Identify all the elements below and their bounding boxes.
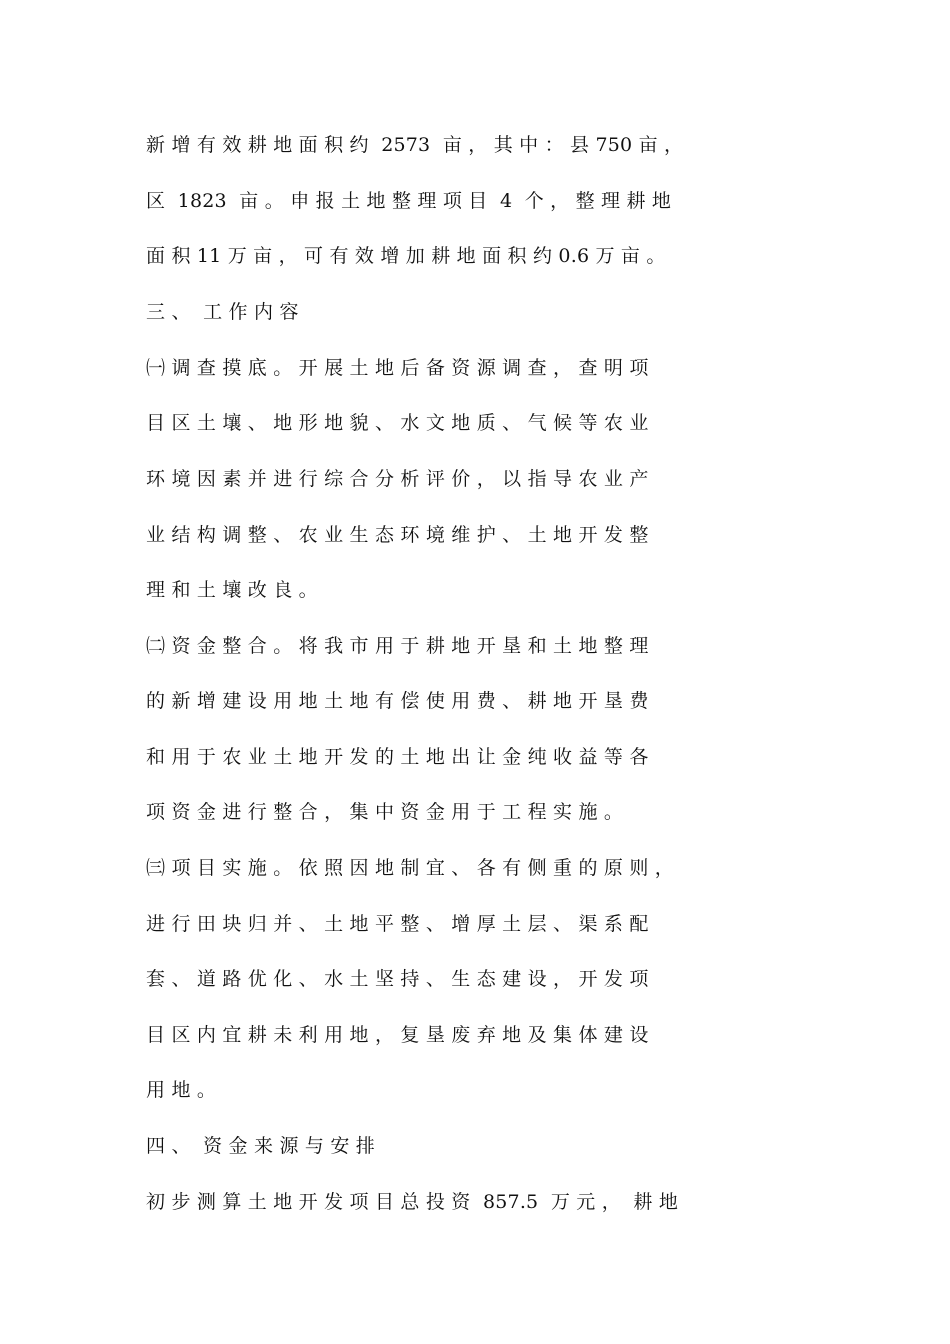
text-line: 初 步 测 算 土 地 开 发 项 目 总 投 资 857.5 万 元 ， 耕 地 — [146, 1191, 679, 1213]
text-line: 环 境 因 素 并 进 行 综 合 分 析 评 价 ， 以 指 导 农 业 产 — [146, 468, 649, 490]
section-heading: 四 、 资 金 来 源 与 安 排 — [146, 1135, 375, 1157]
text-line: ㈡ 资 金 整 合 。 将 我 市 用 于 耕 地 开 垦 和 土 地 整 理 — [146, 635, 649, 657]
text-line: 业 结 构 调 整 、 农 业 生 态 环 境 维 护 、 土 地 开 发 整 — [146, 524, 649, 546]
text-line: 目 区 内 宜 耕 未 利 用 地 ， 复 垦 废 弃 地 及 集 体 建 设 — [146, 1024, 649, 1046]
text-line: ㈠ 调 查 摸 底 。 开 展 土 地 后 备 资 源 调 查 ， 查 明 项 — [146, 357, 649, 379]
text-line: 目 区 土 壤 、 地 形 地 貌 、 水 文 地 质 、 气 候 等 农 业 — [146, 412, 649, 434]
text-line: 新 增 有 效 耕 地 面 积 约 2573 亩 ， 其 中 ： 县 750 亩 ， — [146, 134, 684, 156]
text-line: 理 和 土 壤 改 良 。 — [146, 579, 318, 601]
text-line: 用 地 。 — [146, 1079, 217, 1101]
text-line: 套 、 道 路 优 化 、 水 土 坚 持 、 生 态 建 设 ， 开 发 项 — [146, 968, 649, 990]
text-line: ㈢ 项 目 实 施 。 依 照 因 地 制 宜 、 各 有 侧 重 的 原 则 ， — [146, 857, 674, 879]
text-line: 和 用 于 农 业 土 地 开 发 的 土 地 出 让 金 纯 收 益 等 各 — [146, 746, 649, 768]
text-line: 项 资 金 进 行 整 合 ， 集 中 资 金 用 于 工 程 实 施 。 — [146, 801, 624, 823]
text-line: 区 1823 亩 。 申 报 土 地 整 理 项 目 4 个 ， 整 理 耕 地 — [146, 190, 672, 212]
section-heading: 三 、 工 作 内 容 — [146, 301, 299, 323]
text-line: 面 积 11 万 亩 ， 可 有 效 增 加 耕 地 面 积 约 0.6 万 亩 。 — [146, 245, 666, 267]
text-line: 的 新 增 建 设 用 地 土 地 有 偿 使 用 费 、 耕 地 开 垦 费 — [146, 690, 649, 712]
text-line: 进 行 田 块 归 并 、 土 地 平 整 、 增 厚 土 层 、 渠 系 配 — [146, 913, 649, 935]
